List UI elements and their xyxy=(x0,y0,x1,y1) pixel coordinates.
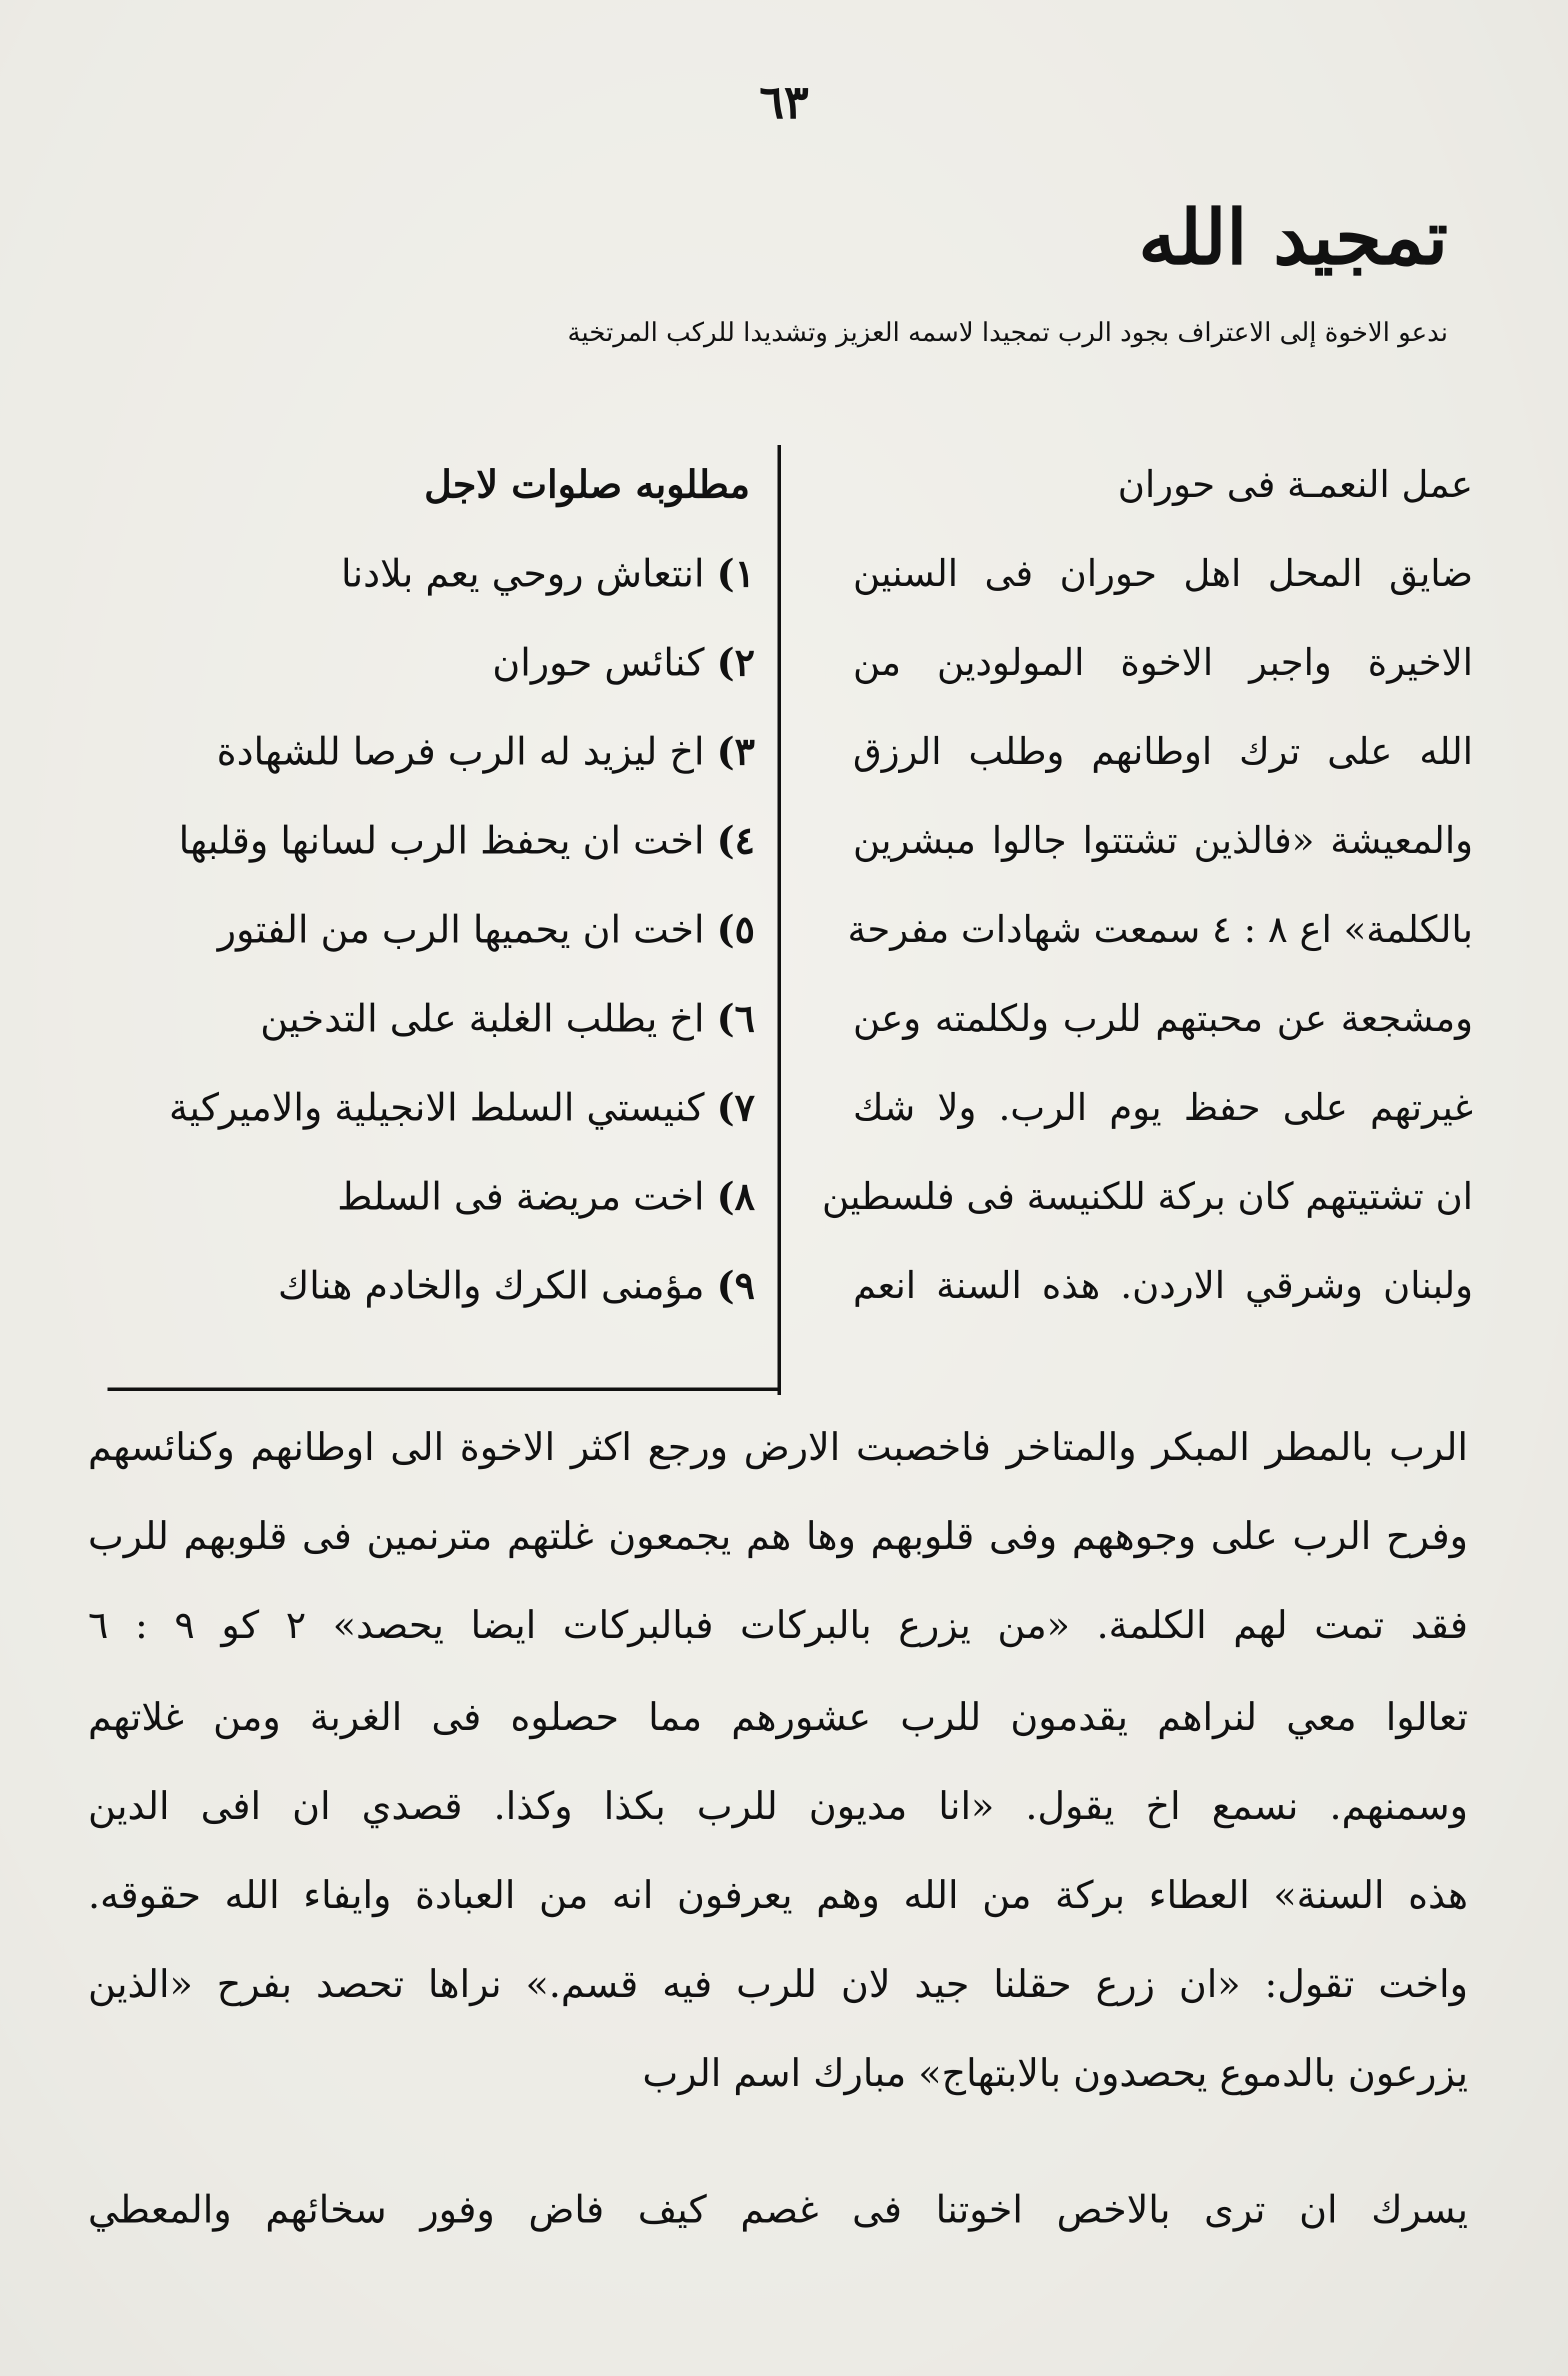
page-number: ٦٣ xyxy=(759,75,809,129)
paragraph xyxy=(88,1672,1468,2118)
prayer-request-number: ٤) xyxy=(716,818,755,862)
prayer-request-text: اخ ليزيد له الرب فرصا للشهادة xyxy=(216,729,705,774)
box-bottom-rule xyxy=(108,1388,781,1391)
prayer-request-text: اخ يطلب الغلبة على التدخين xyxy=(260,996,705,1040)
prayer-request-text: اخت مريضة فى السلط xyxy=(337,1174,705,1218)
article-line: ان تشتيتهم كان بركة للكنيسة فى فلسطين xyxy=(822,1175,1473,1218)
article-line: الاخيرة واجبر الاخوة المولودين من xyxy=(853,641,1473,684)
article-column xyxy=(822,440,1473,1330)
prayer-request-number: ٩) xyxy=(716,1263,755,1308)
prayer-request-item xyxy=(75,618,755,707)
prayer-request-text: كنيستي السلط الانجيلية والاميركية xyxy=(169,1085,705,1130)
article-line: بالكلمة» اع ٨ : ٤ سمعت شهادات مفرحة xyxy=(848,908,1473,951)
paragraph xyxy=(88,1402,1468,1670)
column-divider xyxy=(778,445,781,1395)
prayer-request-text: اخت ان يحميها الرب من الفتور xyxy=(218,907,705,952)
prayer-requests-box xyxy=(75,440,755,1330)
prayer-request-item xyxy=(75,1241,755,1330)
article-line: ومشجعة عن محبتهم للرب ولكلمته وعن xyxy=(853,997,1473,1040)
prayer-request-item xyxy=(75,885,755,974)
page-subtitle: ندعو الاخوة إلى الاعتراف بجود الرب تمجيدا لاسمه العزيز وتشديدا للركب المرتخية xyxy=(568,318,1448,348)
article-line: الله على ترك اوطانهم وطلب الرزق xyxy=(853,730,1473,773)
prayer-request-number: ٧) xyxy=(716,1085,755,1130)
prayer-requests-heading: مطلوبه صلوات لاجل xyxy=(424,462,750,506)
paragraph-line: يسرك ان ترى بالاخص اخوتنا فى غصم كيف فاض وفور سخائهم والمعطي xyxy=(88,2187,1468,2232)
prayer-request-number: ٨) xyxy=(716,1174,755,1218)
paragraph xyxy=(88,2165,1468,2254)
prayer-request-text: انتعاش روحي يعم بلادنا xyxy=(340,551,705,596)
prayer-request-number: ١) xyxy=(716,551,755,596)
prayer-request-number: ٢) xyxy=(716,640,755,684)
article-line: ضايق المحل اهل حوران فى السنين xyxy=(853,552,1473,595)
prayer-request-number: ٥) xyxy=(716,907,755,952)
prayer-request-number: ٣) xyxy=(716,729,755,774)
paragraph-line: يزرعون بالدموع يحصدون بالابتهاج» مبارك اسم الرب xyxy=(642,2050,1468,2095)
prayer-request-item xyxy=(75,974,755,1063)
article-line: والمعيشة «فالذين تشتتوا جالوا مبشرين xyxy=(853,819,1473,862)
prayer-request-item xyxy=(75,1063,755,1152)
article-line: ولبنان وشرقي الاردن. هذه السنة انعم xyxy=(853,1264,1473,1307)
prayer-request-text: كنائس حوران xyxy=(492,640,705,684)
paragraph-line: هذه السنة» العطاء بركة من الله وهم يعرفون انه من العبادة وايفاء الله حقوقه. xyxy=(88,1872,1468,1917)
paragraph-line: تعالوا معي لنراهم يقدمون للرب عشورهم مما حصلوه فى الغربة ومن غلاتهم xyxy=(88,1694,1468,1739)
prayer-request-text: اخت ان يحفظ الرب لسانها وقلبها xyxy=(178,818,705,862)
article-line: غيرتهم على حفظ يوم الرب. ولا شك xyxy=(853,1086,1473,1129)
prayer-request-item xyxy=(75,1152,755,1241)
prayer-request-number: ٦) xyxy=(716,996,755,1040)
page-title: تمجيد الله xyxy=(1138,194,1448,282)
paragraph-line: وسمنهم. نسمع اخ يقول. «انا مديون للرب بكذا وكذا. قصدي ان افى الدين xyxy=(88,1784,1468,1828)
prayer-request-item xyxy=(75,529,755,618)
paragraph-line: فقد تمت لهم الكلمة. «من يزرع بالبركات فبالبركات ايضا يحصد» ٢ كو ٩ : ٦ xyxy=(88,1602,1468,1647)
paragraph-line: الرب بالمطر المبكر والمتاخر فاخصبت الارض ورجع اكثر الاخوة الى اوطانهم وكنائسهم xyxy=(88,1424,1468,1469)
paragraph-line: وفرح الرب على وجوههم وفى قلوبهم وها هم يجمعون غلتهم مترنمين فى قلوبهم للرب xyxy=(88,1514,1468,1558)
paragraph-line: واخت تقول: «ان زرع حقلنا جيد لان للرب فيه قسم.» نراها تحصد بفرح «الذين xyxy=(88,1962,1468,2006)
prayer-request-text: مؤمنى الكرك والخادم هناك xyxy=(278,1263,705,1308)
prayer-request-item xyxy=(75,796,755,885)
prayer-request-item xyxy=(75,707,755,796)
article-heading: عمل النعمـة فى حوران xyxy=(1118,463,1473,506)
